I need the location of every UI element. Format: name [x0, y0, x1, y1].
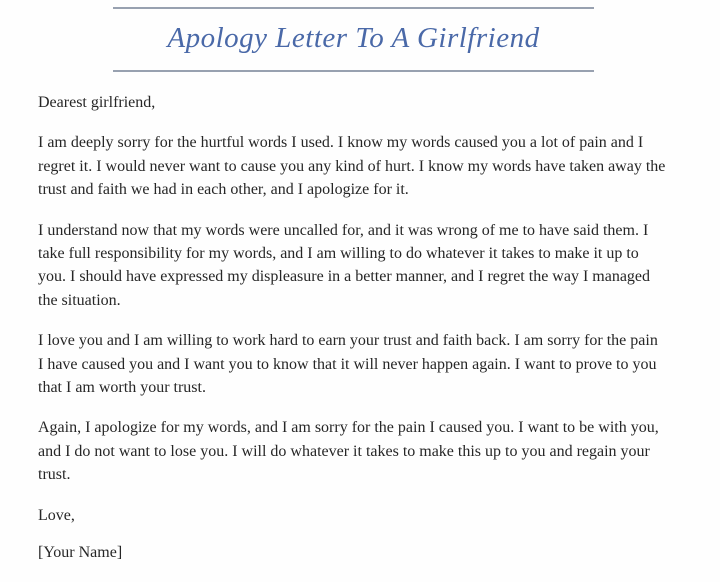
- paragraph: Again, I apologize for my words, and I am sorry for the pain I caused you. I want to be with you, and I do not want to lose you. I will do whatever it takes to make this up to you and regain your trust.: [38, 419, 659, 484]
- title-divider-bottom: [113, 70, 594, 72]
- paragraph: I love you and I am willing to work hard to earn your trust and faith back. I am sorry for the pain I have caused you and I want you to know that it will never happen again. I want to prove to you that I am worth your trust.: [38, 332, 658, 397]
- paragraph: I understand now that my words were uncalled for, and it was wrong of me to have said them. I take full responsibility for my words, and I am willing to do whatever it takes to make it up to you. I should have expressed my displeasure in a better manner, and I regret the way I managed the situation.: [38, 221, 651, 309]
- closing: Love,: [38, 506, 75, 524]
- title-divider-top: [113, 7, 594, 9]
- letter-body: [38, 91, 666, 582]
- page-title: Apology Letter To A Girlfriend: [167, 22, 540, 54]
- signature-placeholder: [Your Name]: [38, 544, 123, 562]
- letter-title-block: [113, 7, 594, 72]
- paragraph: I am deeply sorry for the hurtful words I used. I know my words caused you a lot of pain and I regret it. I would never want to cause you any kind of hurt. I know my words have taken away the trust and faith we had in each other, and I apologize for it.: [38, 134, 666, 199]
- salutation: Dearest girlfriend,: [38, 94, 156, 111]
